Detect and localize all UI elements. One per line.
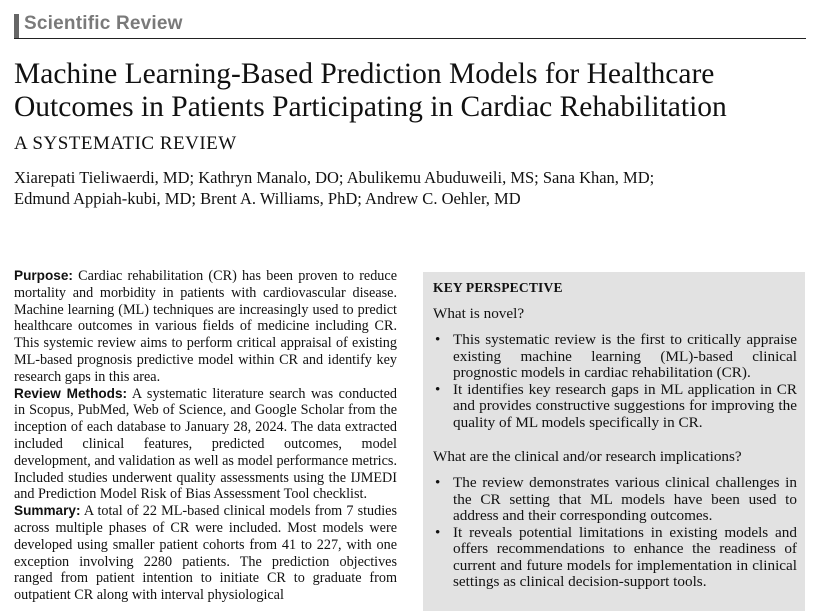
summary-label: Summary: xyxy=(14,503,81,519)
authors-line-2: Edmund Appiah-kubi, MD; Brent A. Williams, PhD; Andrew C. Oehler, MD xyxy=(14,189,521,208)
key-perspective-title: KEY PERSPECTIVE xyxy=(433,280,563,295)
purpose-label: Purpose: xyxy=(14,268,73,283)
abstract-summary xyxy=(14,503,397,604)
methods-text: A systematic literature search was conducted in Scopus, PubMed, Web of Science, and Google Scholar from the inception of each database to January 28, 2024. The data extracted included clinical features, predicted outcomes, model development, and validation as well as model performance metrics. Included studies underwent quality assessments using the IJMEDI and Prediction Model Risk of Bias Assessment Tool checklist. xyxy=(14,385,397,503)
article-title: Machine Learning-Based Prediction Models for Healthcare Outcomes in Patients Participating in Cardiac Rehabilitation xyxy=(14,58,727,123)
section-label: Scientific Review xyxy=(24,13,183,34)
novel-item: • This systematic review is the first to critically appraise existing machine learning (ML)-based clinical prognostic models in cardiac rehabilitation (CR). xyxy=(433,332,797,382)
summary-text: A total of 22 ML-based clinical models from 7 studies across multiple phases of CR were included. Most models were developed using smaller patient cohorts from 41 to 227, with one exception involving 2280 patients. The prediction objectives ranged from patient intention to initiate CR to graduate from outpatient CR along with interval physiological xyxy=(14,503,397,604)
novel-list xyxy=(433,332,797,431)
implication-item: • It reveals potential limitations in existing models and offers recommendations to enhance the readiness of current and future models for implementation in clinical settings as clinical decision-support tools. xyxy=(433,525,797,591)
purpose-text: Cardiac rehabilitation (CR) has been proven to reduce mortality and morbidity in patients with cardiovascular disease. Machine learning (ML) techniques are increasingly used to predict healthcare outcomes in various fields of medicine including CR. This systemic review aims to perform critical appraisal of existing ML-based prognosis predictive model within CR and identify key research gaps in this area. xyxy=(14,268,397,385)
implications-list xyxy=(433,475,797,591)
author-list xyxy=(14,167,804,209)
abstract xyxy=(14,268,397,604)
novel-question: What is novel? xyxy=(433,305,525,322)
novel-item: • It identifies key research gaps in ML application in CR and provides constructive suggestions for improving the quality of ML models specifically in CR. xyxy=(433,382,797,432)
implications-question: What are the clinical and/or research implications? xyxy=(433,448,742,465)
abstract-purpose xyxy=(14,268,397,386)
methods-label: Review Methods: xyxy=(14,385,128,401)
section-header-bar xyxy=(14,14,19,38)
implication-item: • The review demonstrates various clinical challenges in the CR setting that ML models have been used to address and their corresponding outcomes. xyxy=(433,475,797,525)
authors-line-1: Xiarepati Tieliwaerdi, MD; Kathryn Manalo, DO; Abulikemu Abuduweili, MS; Sana Khan, MD; xyxy=(14,168,655,187)
abstract-methods xyxy=(14,386,397,504)
article-subtitle: A SYSTEMATIC REVIEW xyxy=(14,133,237,154)
section-header xyxy=(14,12,806,39)
key-perspective-box xyxy=(423,272,805,611)
